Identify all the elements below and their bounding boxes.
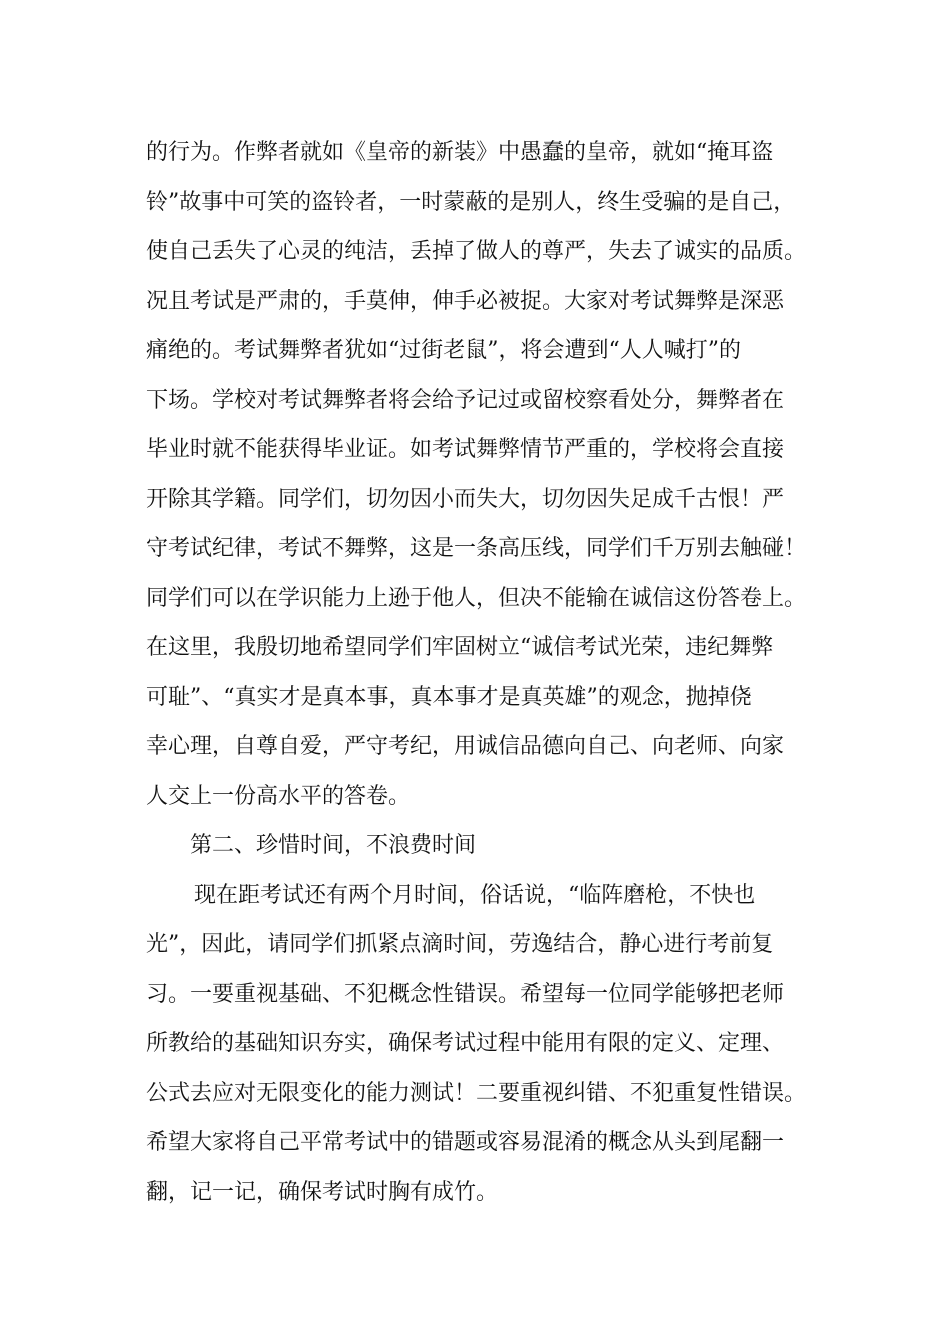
section-heading: 第二、珍惜时间，不浪费时间 [190, 833, 477, 858]
paragraph-first-line: 现在距考试还有两个月时间，俗话说，“临阵磨枪，不快也 [194, 882, 756, 908]
text-line: 所教给的基础知识夯实，确保考试过程中能用有限的定义、定理、 [146, 1031, 785, 1056]
text-line: 在这里，我殷切地希望同学们牢固树立“诚信考试光荣，违纪舞弊 [146, 635, 774, 660]
text-line: 况且考试是严肃的，手莫伸，伸手必被捉。大家对考试舞弊是深恶 [146, 288, 785, 314]
text-line: 使自己丢失了心灵的纯洁，丢掉了做人的尊严，失去了诚实的品质。 [146, 239, 807, 264]
text-line: 希望大家将自己平常考试中的错题或容易混淆的概念从头到尾翻一 [146, 1130, 785, 1155]
text-line: 下场。学校对考试舞弊者将会给予记过或留校察看处分，舞弊者在 [146, 387, 785, 413]
text-line: 同学们可以在学识能力上逊于他人，但决不能输在诚信这份答卷上。 [146, 585, 807, 611]
document-body [146, 128, 836, 1217]
text-line: 翻，记一记，确保考试时胸有成竹。 [146, 1179, 499, 1205]
text-line: 幸心理，自尊自爱，严守考纪，用诚信品德向自己、向老师、向家 [146, 734, 785, 759]
text-line: 守考试纪律，考试不舞弊，这是一条高压线，同学们千万别去触碰！ [146, 536, 807, 561]
text-line: 可耻”、“真实才是真本事，真本事才是真英雄”的观念，抛掉侥 [146, 684, 752, 710]
text-line: 铃”故事中可笑的盗铃者，一时蒙蔽的是别人，终生受骗的是自己， [146, 189, 796, 215]
text-line: 开除其学籍。同学们，切勿因小而失大，切勿因失足成千古恨！严 [146, 486, 785, 512]
text-line: 痛绝的。考试舞弊者犹如“过街老鼠”，将会遭到“人人喊打”的 [146, 338, 741, 363]
text-line: 光”，因此，请同学们抓紧点滴时间，劳逸结合，静心进行考前复 [146, 932, 774, 957]
text-line: 公式去应对无限变化的能力测试！二要重视纠错、不犯重复性错误。 [146, 1080, 807, 1106]
text-line: 毕业时就不能获得毕业证。如考试舞弊情节严重的，学校将会直接 [146, 437, 785, 462]
text-line: 人交上一份高水平的答卷。 [146, 783, 411, 809]
text-line: 的行为。作弊者就如《皇帝的新装》中愚蠢的皇帝，就如“掩耳盗 [146, 140, 774, 165]
text-line: 习。一要重视基础、不犯概念性错误。希望每一位同学能够把老师 [146, 981, 785, 1007]
